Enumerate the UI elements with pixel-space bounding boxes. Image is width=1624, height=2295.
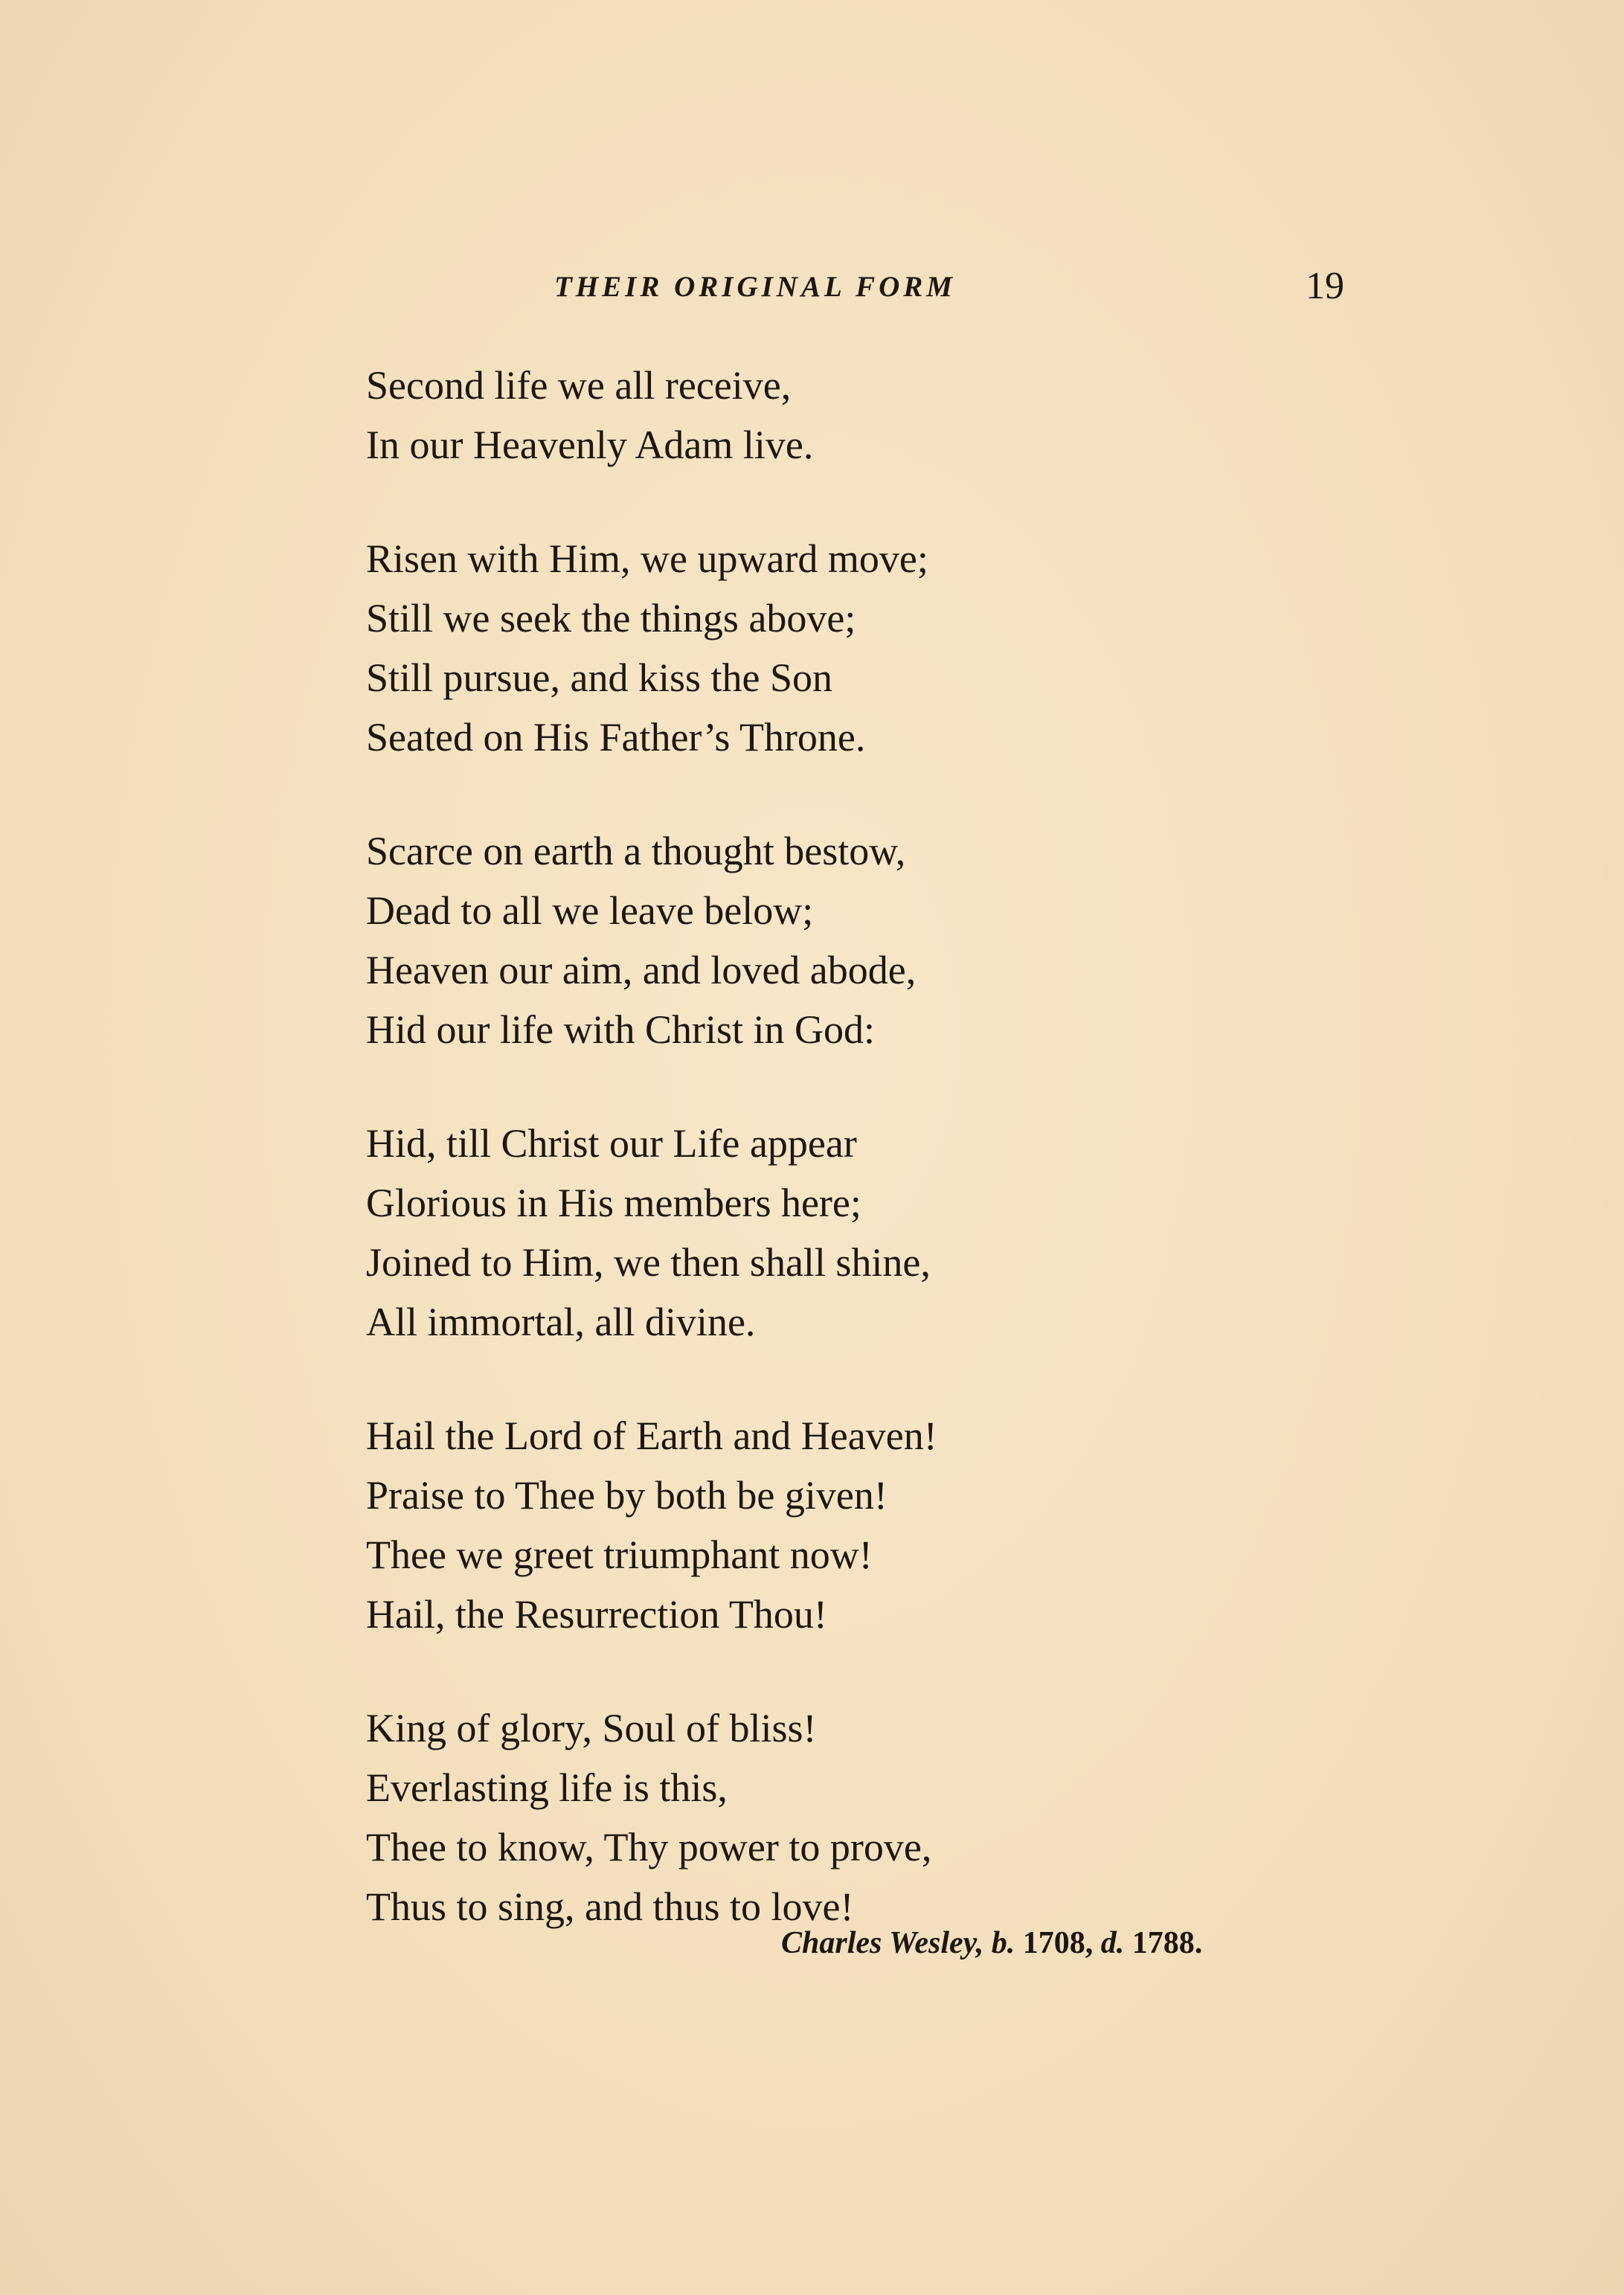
poem-line: Thee we greet triumphant now!	[366, 1532, 873, 1577]
born-label: b.	[991, 1926, 1015, 1960]
stanza-6	[366, 1698, 1482, 1936]
attribution	[781, 1925, 1202, 1961]
stanza-4	[366, 1114, 1482, 1352]
stanza-5	[366, 1406, 1482, 1644]
poem-line: Scarce on earth a thought bestow,	[366, 829, 906, 873]
poem	[366, 356, 1482, 1991]
stanza-2	[366, 529, 1482, 767]
poem-line: Seated on His Father’s Throne.	[366, 715, 866, 760]
poem-line: Glorious in His members here;	[366, 1181, 861, 1225]
poem-line: Heaven our aim, and loved abode,	[366, 948, 917, 992]
poem-line: Still pursue, and kiss the Son	[366, 655, 833, 700]
poem-line: Risen with Him, we upward move;	[366, 536, 928, 581]
born-year: 1708,	[1022, 1926, 1094, 1960]
stanza-3	[366, 821, 1482, 1059]
poem-line: Hail, the Resurrection Thou!	[366, 1592, 827, 1637]
poem-line: Thee to know, Thy power to prove,	[366, 1825, 932, 1869]
poem-line: Hid, till Christ our Life appear	[366, 1121, 857, 1166]
running-title: THEIR ORIGINAL FORM	[554, 271, 956, 303]
page-number: 19	[1306, 265, 1344, 307]
poem-line: Hail the Lord of Earth and Heaven!	[366, 1413, 937, 1458]
author-name: Charles Wesley,	[781, 1926, 984, 1960]
died-label: d.	[1100, 1926, 1125, 1960]
stanza-1	[366, 356, 1482, 475]
poem-line: In our Heavenly Adam live.	[366, 423, 814, 467]
poem-line: Hid our life with Christ in God:	[366, 1007, 875, 1052]
poem-line: Dead to all we leave below;	[366, 888, 814, 933]
running-head	[0, 264, 1624, 309]
died-year: 1788.	[1132, 1926, 1203, 1960]
poem-line: All immortal, all divine.	[366, 1300, 756, 1344]
poem-line: Second life we all receive,	[366, 363, 792, 408]
poem-line: Thus to sing, and thus to love!	[366, 1884, 854, 1929]
poem-line: Praise to Thee by both be given!	[366, 1473, 888, 1518]
poem-line: Still we seek the things above;	[366, 596, 856, 641]
poem-line: Joined to Him, we then shall shine,	[366, 1240, 931, 1285]
poem-line: King of glory, Soul of bliss!	[366, 1706, 817, 1750]
poem-line: Everlasting life is this,	[366, 1765, 728, 1810]
